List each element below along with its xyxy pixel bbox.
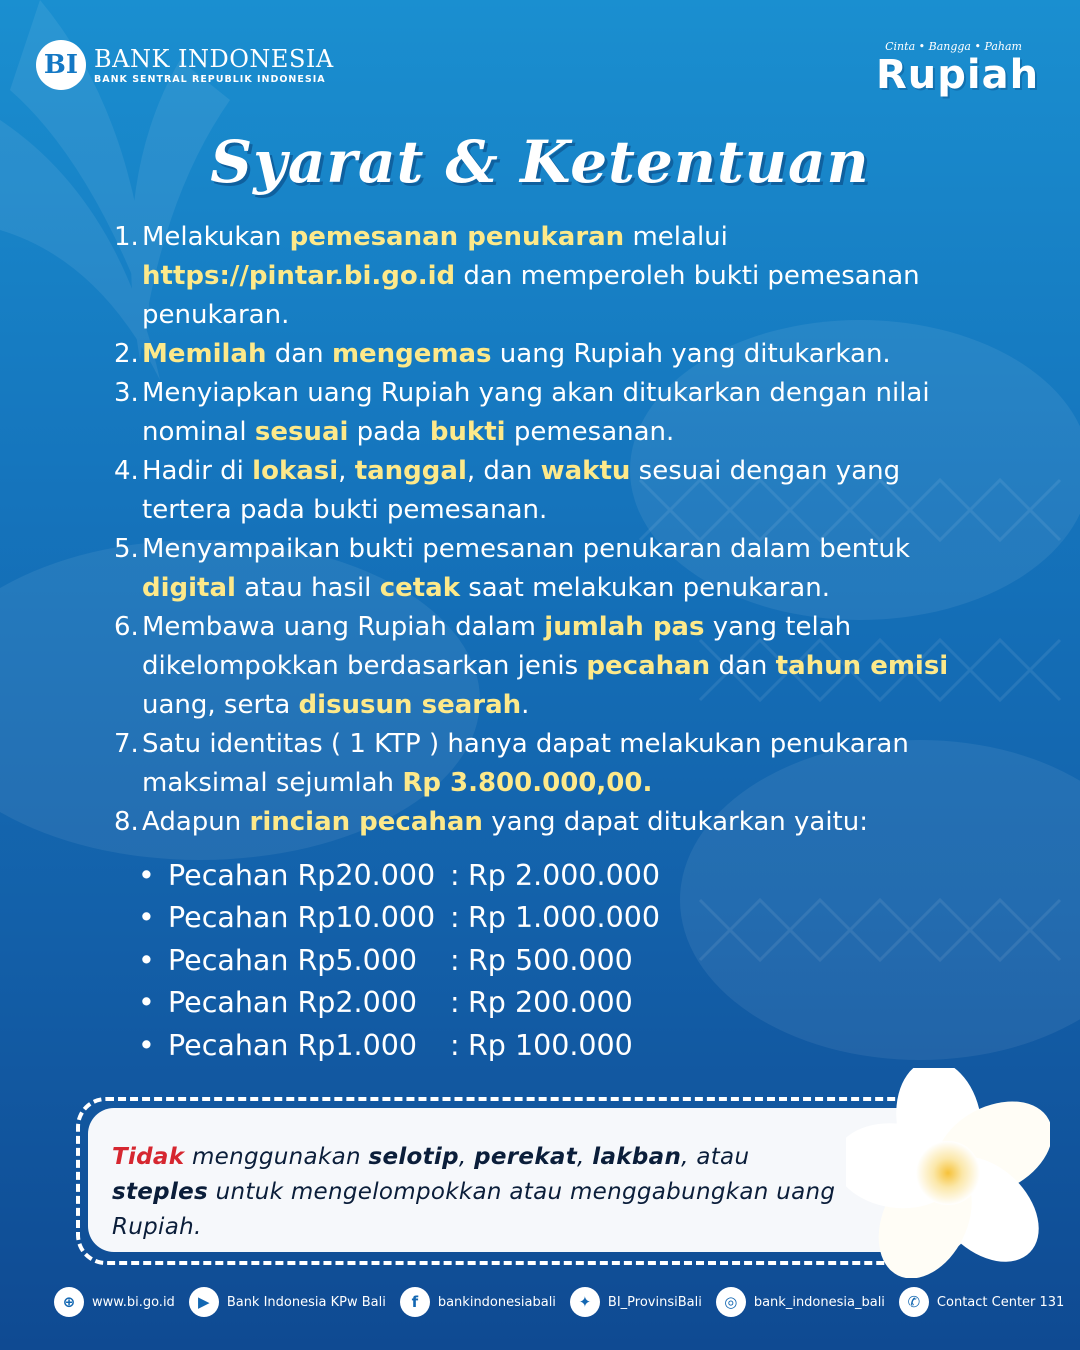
denomination-label: Pecahan Rp5.000: [168, 943, 417, 977]
bullet-icon: •: [138, 943, 155, 977]
bullet-icon: •: [138, 901, 155, 935]
highlighted-phrase: disusun searah: [298, 690, 522, 720]
rules-list: [114, 218, 984, 842]
rule-item: [114, 608, 984, 725]
bullet-icon: •: [138, 986, 155, 1020]
note-text: [112, 1140, 852, 1245]
denomination-label: Pecahan Rp2.000: [168, 986, 417, 1020]
footer-link-facebook[interactable]: [400, 1287, 556, 1317]
page-title: Syarat & Ketentuan: [210, 128, 870, 196]
rule-item: [114, 530, 984, 608]
rupiah-wordmark: Rupiah: [876, 52, 1040, 98]
denomination-amount: Rp 1.000.000: [468, 901, 660, 935]
highlighted-phrase: tanggal: [354, 456, 467, 486]
denomination-amount: Rp 200.000: [468, 986, 633, 1020]
rule-text-segment: atau hasil: [235, 573, 380, 603]
rule-text-segment: Membawa uang Rupiah dalam: [142, 612, 545, 642]
highlighted-phrase: waktu: [540, 456, 631, 486]
rule-text-segment: yang dapat ditukarkan yaitu:: [482, 807, 868, 837]
note-segment: ,: [458, 1144, 475, 1170]
note-segment: untuk mengelompokkan atau menggabungkan uang Rupiah.: [112, 1179, 836, 1240]
twitter-icon: ✦: [570, 1287, 600, 1317]
rule-item: [114, 725, 984, 803]
denomination-separator: :: [450, 859, 460, 892]
note-segment: ,: [577, 1144, 593, 1170]
highlighted-phrase: tahun emisi: [775, 651, 949, 681]
highlighted-phrase: lokasi: [252, 456, 339, 486]
rule-number: 7.: [114, 729, 139, 759]
rule-text: [142, 335, 984, 374]
rule-text-segment: sesuai dengan yang tertera pada bukti pemesanan.: [142, 456, 901, 525]
rule-text: [142, 452, 984, 530]
rule-text-segment: uang, serta: [142, 690, 299, 720]
rule-text-segment: .: [521, 690, 530, 720]
rule-text: [142, 530, 984, 608]
denomination-item: [138, 982, 698, 1024]
footer-label: Bank Indonesia KPw Bali: [226, 1294, 386, 1310]
highlighted-phrase: pecahan: [586, 651, 711, 681]
rule-item: [114, 452, 984, 530]
footer-link-youtube[interactable]: [189, 1287, 386, 1317]
rupiah-tagline: Cinta • Bangga • Paham: [885, 40, 1022, 53]
denomination-separator: :: [450, 901, 460, 935]
rule-number: 3.: [114, 378, 139, 408]
rule-text-segment: Melakukan: [142, 222, 290, 252]
rule-text-segment: yang telah dikelompokkan berdasarkan jenis: [142, 612, 852, 681]
note-segment: , atau: [681, 1144, 750, 1170]
rule-number: 1.: [114, 222, 139, 252]
footer-link-instagram[interactable]: [716, 1287, 885, 1317]
rule-text-segment: pada: [348, 417, 430, 447]
note-segment: menggunakan: [184, 1144, 369, 1170]
footer-label: bankindonesiabali: [437, 1294, 556, 1310]
rule-number: 5.: [114, 534, 139, 564]
highlighted-phrase: rincian pecahan: [249, 807, 483, 837]
globe-icon: ⊕: [54, 1287, 84, 1317]
bullet-icon: •: [138, 1028, 155, 1062]
rule-item: [114, 218, 984, 335]
denomination-separator: :: [450, 1028, 460, 1062]
rule-item: [114, 803, 984, 842]
denomination-label: Pecahan Rp1.000: [168, 1028, 417, 1062]
denomination-item: [138, 940, 698, 982]
rule-text-segment: dan memperoleh bukti pemesanan penukaran.: [142, 261, 920, 330]
note-word-lakban: lakban: [592, 1144, 682, 1170]
highlighted-phrase: cetak: [379, 573, 460, 603]
bullet-icon: •: [138, 859, 155, 892]
rule-text-segment: ,: [338, 456, 355, 486]
rule-text-segment: uang Rupiah yang ditukarkan.: [491, 339, 891, 369]
bi-emblem-letters: BI: [43, 50, 79, 80]
rule-text: [142, 608, 984, 725]
note-word-steples: steples: [112, 1179, 209, 1205]
highlighted-phrase: sesuai: [254, 417, 349, 447]
highlighted-phrase: Rp 3.800.000,00.: [402, 768, 653, 798]
highlighted-phrase: mengemas: [331, 339, 492, 369]
footer-label: BI_ProvinsiBali: [607, 1294, 702, 1310]
highlighted-phrase: https://pintar.bi.go.id: [142, 261, 456, 291]
denomination-label: Pecahan Rp20.000: [168, 859, 436, 892]
frangipani-flower-icon: [846, 1068, 1050, 1278]
footer-label: bank_indonesia_bali: [753, 1294, 885, 1310]
rule-text-segment: pemesanan.: [505, 417, 675, 447]
instagram-icon: ◎: [716, 1287, 746, 1317]
bi-emblem-icon: [36, 40, 86, 90]
rule-number: 2.: [114, 339, 139, 369]
denomination-separator: :: [450, 943, 460, 977]
rule-text-segment: saat melakukan penukaran.: [460, 573, 830, 603]
rule-text-segment: Menyampaikan bukti pemesanan penukaran dalam bentuk: [142, 534, 910, 564]
bank-indonesia-logo: [36, 40, 334, 90]
rule-item: [114, 335, 984, 374]
facebook-icon: f: [400, 1287, 430, 1317]
footer-social-bar: [54, 1286, 1065, 1318]
footer-label: Contact Center 131: [936, 1294, 1065, 1310]
rule-text-segment: Satu identitas ( 1 KTP ) hanya dapat melakukan penukaran maksimal sejumlah: [142, 729, 909, 798]
rule-number: 6.: [114, 612, 139, 642]
bi-name: BANK INDONESIA: [94, 44, 334, 73]
footer-label: www.bi.go.id: [92, 1294, 175, 1310]
rule-text-segment: Adapun: [142, 807, 250, 837]
denomination-amount: Rp 2.000.000: [468, 859, 660, 892]
rule-number: 8.: [114, 807, 139, 837]
rule-text-segment: dan: [710, 651, 776, 681]
footer-link-twitter[interactable]: [570, 1287, 702, 1317]
denomination-separator: :: [450, 986, 460, 1020]
note-word-tidak: Tidak: [112, 1144, 185, 1170]
note-word-perekat: perekat: [474, 1144, 578, 1170]
highlighted-phrase: Memilah: [142, 339, 267, 369]
rule-text: [142, 803, 984, 842]
rule-text: [142, 218, 984, 335]
denomination-amount: Rp 500.000: [468, 943, 633, 977]
denomination-item: [138, 855, 698, 897]
youtube-icon: ▶: [189, 1287, 219, 1317]
rule-number: 4.: [114, 456, 139, 486]
phone-icon: ✆: [899, 1287, 929, 1317]
note-word-selotip: selotip: [368, 1144, 459, 1170]
rule-text: [142, 725, 984, 803]
rule-text: [142, 374, 984, 452]
rule-item: [114, 374, 984, 452]
footer-link-globe[interactable]: [54, 1287, 175, 1317]
rule-text-segment: Hadir di: [142, 456, 253, 486]
highlighted-phrase: bukti: [429, 417, 506, 447]
denomination-amount: Rp 100.000: [468, 1028, 633, 1062]
rupiah-logo: [876, 40, 1040, 98]
denomination-item: [138, 1025, 698, 1067]
rule-text-segment: , dan: [466, 456, 541, 486]
rule-text-segment: Menyiapkan uang Rupiah yang akan ditukarkan dengan nilai nominal: [142, 378, 930, 447]
rule-text-segment: dan: [266, 339, 332, 369]
footer-link-phone[interactable]: [899, 1287, 1064, 1317]
rule-text-segment: melalui: [624, 222, 728, 252]
highlighted-phrase: jumlah pas: [544, 612, 705, 642]
bi-subtitle: BANK SENTRAL REPUBLIK INDONESIA: [94, 73, 326, 85]
denomination-label: Pecahan Rp10.000: [168, 901, 436, 935]
highlighted-phrase: digital: [142, 573, 236, 603]
denomination-item: [138, 897, 698, 939]
denomination-list: [138, 855, 698, 1067]
highlighted-phrase: pemesanan penukaran: [289, 222, 625, 252]
